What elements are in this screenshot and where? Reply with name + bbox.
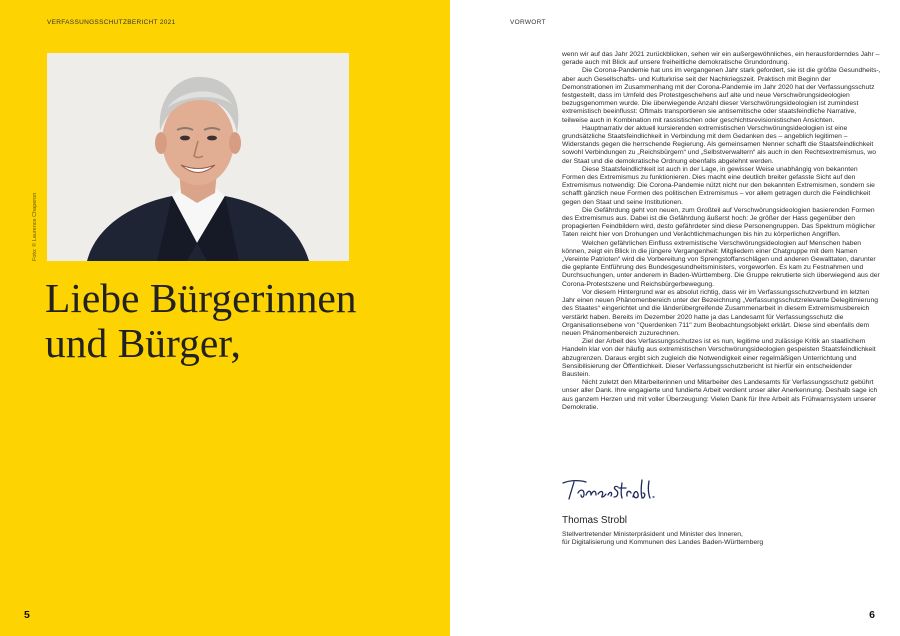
foreword-body bbox=[562, 51, 882, 412]
page-number-left: 5 bbox=[24, 609, 30, 621]
running-head-left: VERFASSUNGSSCHUTZBERICHT 2021 bbox=[47, 19, 176, 26]
right-page bbox=[450, 0, 900, 636]
photo-credit: Foto: © Laurence Chaperon bbox=[32, 192, 38, 261]
running-head-right: VORWORT bbox=[510, 19, 546, 26]
paragraph: Die Gefährdung geht von neuen, zum Großteil auf Verschwörungsideologien basierenden Formen des Extremismus aus. Dabei ist die Gefährdung äußerst hoch: Je größer der Hass gegenüber den propagierten Feindbildern wird, desto gefährdeter sind diese Personengruppen. Das Spektrum möglicher Taten reicht hier von Drohungen und Verächtlichmachungen bis hin zu körperlichen Angriffen. bbox=[562, 206, 876, 239]
paragraph: Diese Staatsfeindlichkeit ist auch in der Lage, in gewisser Weise unabhängig von bekannten Formen des Extremismus zu funktionieren. Dies macht eine deutlich breiter gefasste Sicht auf den Extremismus notwendig: Die Corona-Pandemie nützt nicht nur den bekannten Extremismen, sondern sie schafft gänzlich neue Formen des politischen Extremismus – vor allem getragen durch die Feindlichkeit gegen den Staat und seine Institutionen. bbox=[562, 165, 875, 206]
salutation-headline bbox=[45, 276, 425, 366]
portrait-photo bbox=[47, 53, 349, 261]
paragraph: Hauptnarrativ der aktuell kursierenden extremistischen Verschwörungsideologien ist eine grundsätzliche Staatsfeindlichkeit in Verbindung mit dem Gedanken des – angeblich legitimen – Widerstands gegen die herrschende Regierung. Als gemeinsamen Nenner schafft die Staatsfeindlichkeit sowohl Verbindungen zu „Reichsbürgern“ und „Selbstverwaltern“ als auch in den Rechtsextremismus, wo der Staat und die demokratische Ordnung ebenfalls abgelehnt werden. bbox=[562, 124, 877, 165]
signer-title bbox=[562, 531, 882, 548]
paragraph: Welchen gefährlichen Einfluss extremistische Verschwörungsideologien auf Menschen haben können, zeigt ein Blick in die jüngere Vergangenheit: Mitgliedern einer Chatgruppe mit dem Namen „Vereinte Patrioten“ wird die Vorbereitung von Sprengstoffanschlägen und anderen Gewalttaten, darunter die geplante Entführung des Bundesgesundheitsministers, vorgeworfen. Es kam zu Festnahmen und Durchsuchungen, unter anderem in Baden-Württemberg. Die Gruppe rekrutierte sich überwiegend aus der Corona-Protestszene und Reichsbürgerbewegung. bbox=[562, 239, 880, 288]
paragraph: wenn wir auf das Jahr 2021 zurückblicken, sehen wir ein außergewöhnliches, ein herausforderndes Jahr – gerade auch mit Blick auf unsere freiheitliche demokratische Grundordnung. bbox=[562, 51, 880, 67]
paragraph: Die Corona-Pandemie hat uns im vergangenen Jahr stark gefordert, sie ist die größte Gesundheits-, aber auch Gesellschafts- und Kulturkrise seit der Nachkriegszeit. Praktisch mit Beginn der Demonstrationen im Zusammenhang mit der Corona-Pandemie im Jahr 2020 hat der Verfassungsschutz festgestellt, dass im Umfeld des Protestgeschehens auf alte und neue Verschwörungsideologien bezugsgenommen wurde. Die überwiegende Anzahl dieser Verschwörungsideologien ist zumindest extremistisch beeinflusst: Oftmals transportieren sie antisemitische oder staatsfeindliche Narrative, teilweise auch in Kombination mit rassistischen oder geschichtsrevisionistischen Ansichten. bbox=[562, 67, 881, 124]
paragraph: Nicht zuletzt den Mitarbeiterinnen und Mitarbeiter des Landesamts für Verfassungsschutz gebührt unser aller Dank. Ihre engagierte und fundierte Arbeit verdient unser aller Anerkennung. Deshalb sage ich aus ganzem Herzen und mit voller Überzeugung: Vielen Dank für Ihre Arbeit als Frühwarnsystem unserer Demokratie. bbox=[562, 379, 878, 411]
handwritten-signature bbox=[560, 477, 660, 503]
paragraph: Ziel der Arbeit des Verfassungsschutzes ist es nun, legitime und zulässige Kritik an staatlichem Handeln klar von der häufig aus extremistischen Verschwörungsideologien gespeisten Staatsfeindlichkeit abzugrenzen. Daraus ergibt sich zugleich die Notwendigkeit einer regelmäßigen Unterrichtung und Sensibilisierung der Öffentlichkeit. Dieser Verfassungsschutzbericht ist hierfür ein entscheidender Baustein. bbox=[562, 338, 876, 378]
paragraph: Vor diesem Hintergrund war es absolut richtig, dass wir im Verfassungsschutzverbund im letzten Jahr einen neuen Phänomenbereich unter der Bezeichnung „Verfassungsschutzrelevante Delegitimierung des Staates“ eingerichtet und die länderübergreifende Zusammenarbeit in diesem Extremismusbereich verstärkt haben. Bereits im Dezember 2020 hatte ja das Landesamt für Verfassungsschutz die Organisationsebene von "Querdenken 711" zum Beobachtungsobjekt erklärt. Diese sind ebenfalls dem neuen Phänomenbereich zuzurechnen. bbox=[562, 288, 878, 337]
headline-line-1: Liebe Bürgerinnen bbox=[45, 275, 357, 321]
page-number-right: 6 bbox=[869, 609, 875, 621]
headline-line-2: und Bürger, bbox=[45, 320, 241, 366]
signer-title-line-2: für Digitalisierung und Kommunen des Landes Baden-Württemberg bbox=[562, 539, 764, 547]
signer-title-line-1: Stellvertretender Ministerpräsident und Minister des Inneren, bbox=[562, 531, 743, 538]
signer-name: Thomas Strobl bbox=[562, 515, 628, 526]
